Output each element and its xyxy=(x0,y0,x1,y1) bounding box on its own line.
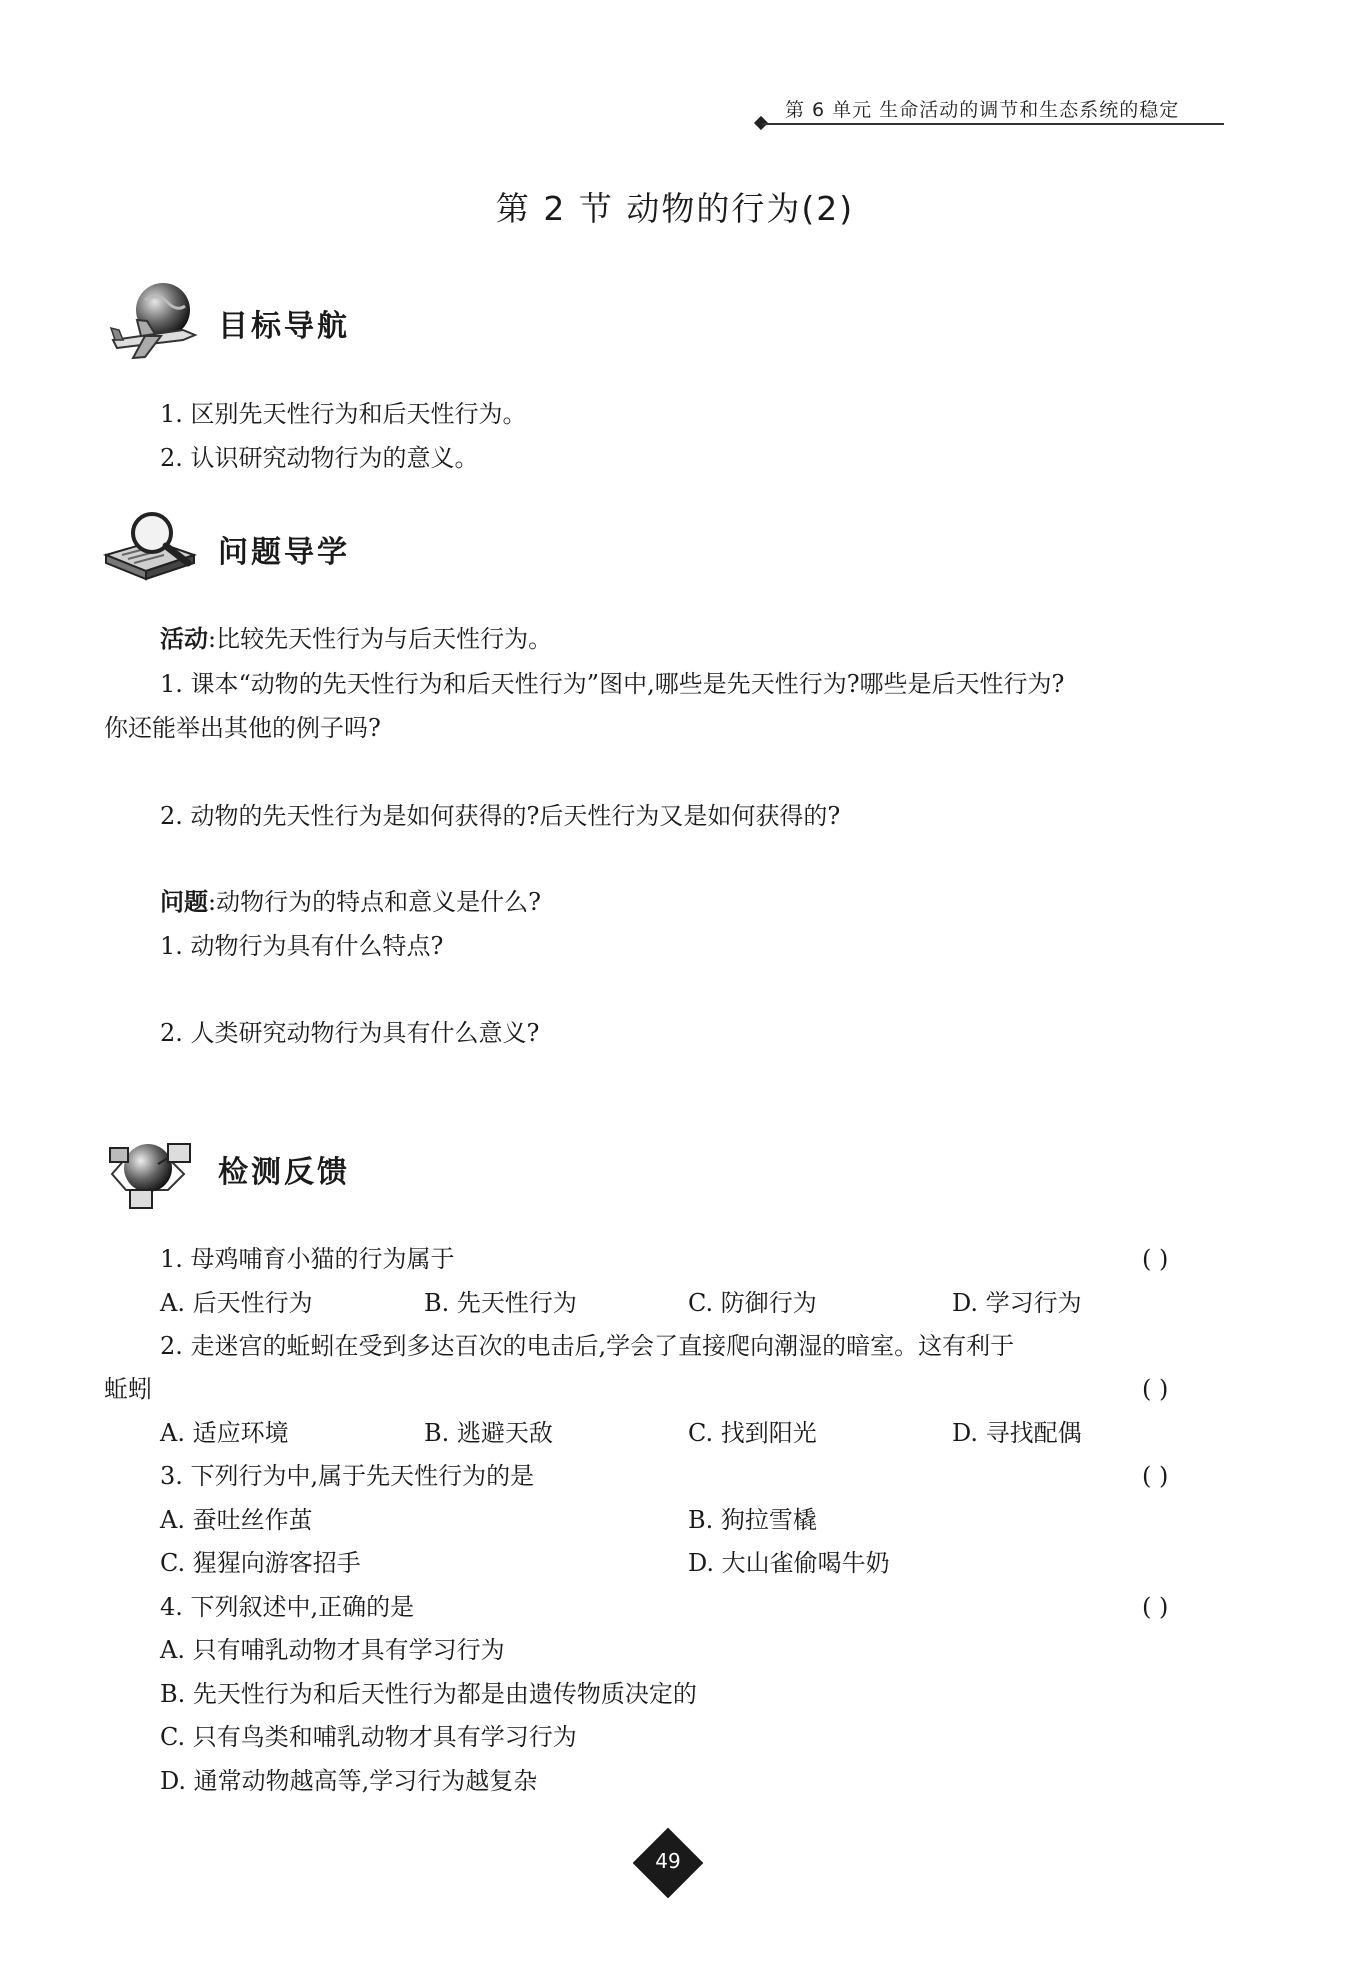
option-b: B. 先天性行为 xyxy=(424,1289,577,1317)
activity-question-2: 2. 动物的先天性行为是如何获得的?后天性行为又是如何获得的? xyxy=(160,802,841,830)
page-number: 49 xyxy=(655,1849,681,1873)
option-d: D. 通常动物越高等,学习行为越复杂 xyxy=(160,1767,538,1795)
option-c: C. 只有鸟类和哺乳动物才具有学习行为 xyxy=(160,1723,577,1751)
option-a: A. 后天性行为 xyxy=(160,1289,313,1317)
page-title: 第 2 节 动物的行为(2) xyxy=(495,189,855,228)
unit-header: 第 6 单元 生命活动的调节和生态系统的稳定 xyxy=(785,99,1180,121)
problem-label: 问题 xyxy=(160,887,208,916)
option-b: B. 狗拉雪橇 xyxy=(688,1506,817,1534)
section-heading-feedback: 检测反馈 xyxy=(218,1155,350,1190)
option-c: C. 猩猩向游客招手 xyxy=(160,1549,361,1577)
question-stem: 4. 下列叙述中,正确的是 xyxy=(160,1593,415,1621)
option-b: B. 逃避天敌 xyxy=(424,1419,553,1447)
activity-line xyxy=(160,622,552,656)
answer-blank: ( ) xyxy=(1142,1462,1169,1490)
question-stem: 2. 走迷宫的蚯蚓在受到多达百次的电击后,学会了直接爬向潮湿的暗室。这有利于 xyxy=(160,1332,1015,1360)
answer-blank: ( ) xyxy=(1142,1245,1169,1273)
option-d: D. 大山雀偷喝牛奶 xyxy=(688,1549,890,1577)
question-stem-cont: 蚯蚓 xyxy=(104,1375,152,1403)
option-a: A. 适应环境 xyxy=(160,1419,289,1447)
activity-question-1-cont: 你还能举出其他的例子吗? xyxy=(104,714,381,742)
goal-item: 2. 认识研究动物行为的意义。 xyxy=(160,444,479,472)
problem-question-2: 2. 人类研究动物行为具有什么意义? xyxy=(160,1019,540,1047)
activity-text: :比较先天性行为与后天性行为。 xyxy=(208,625,553,653)
answer-blank: ( ) xyxy=(1142,1375,1169,1403)
option-c: C. 防御行为 xyxy=(688,1289,817,1317)
option-d: D. 寻找配偶 xyxy=(952,1419,1082,1447)
option-b: B. 先天性行为和后天性行为都是由遗传物质决定的 xyxy=(160,1680,697,1708)
question-stem: 1. 母鸡哺育小猫的行为属于 xyxy=(160,1245,455,1273)
answer-blank: ( ) xyxy=(1142,1593,1169,1621)
problem-question-1: 1. 动物行为具有什么特点? xyxy=(160,932,444,960)
magnifier-tablet-icon xyxy=(102,505,200,589)
option-a: A. 只有哺乳动物才具有学习行为 xyxy=(160,1636,505,1664)
section-heading-study: 问题导学 xyxy=(218,535,350,570)
problem-text: :动物行为的特点和意义是什么? xyxy=(208,888,541,916)
option-a: A. 蚕吐丝作茧 xyxy=(160,1506,313,1534)
activity-label: 活动 xyxy=(160,624,208,653)
option-c: C. 找到阳光 xyxy=(688,1419,817,1447)
problem-line xyxy=(160,885,541,919)
goal-item: 1. 区别先天性行为和后天性行为。 xyxy=(160,400,527,428)
option-d: D. 学习行为 xyxy=(952,1289,1082,1317)
activity-question-1: 1. 课本“动物的先天性行为和后天性行为”图中,哪些是先天性行为?哪些是后天性行为? xyxy=(160,670,1065,698)
header-rule xyxy=(762,123,1224,125)
section-heading-goals: 目标导航 xyxy=(218,309,350,344)
globe-airplane-icon xyxy=(105,278,201,372)
question-stem: 3. 下列行为中,属于先天性行为的是 xyxy=(160,1462,535,1490)
network-globe-icon xyxy=(108,1128,200,1220)
